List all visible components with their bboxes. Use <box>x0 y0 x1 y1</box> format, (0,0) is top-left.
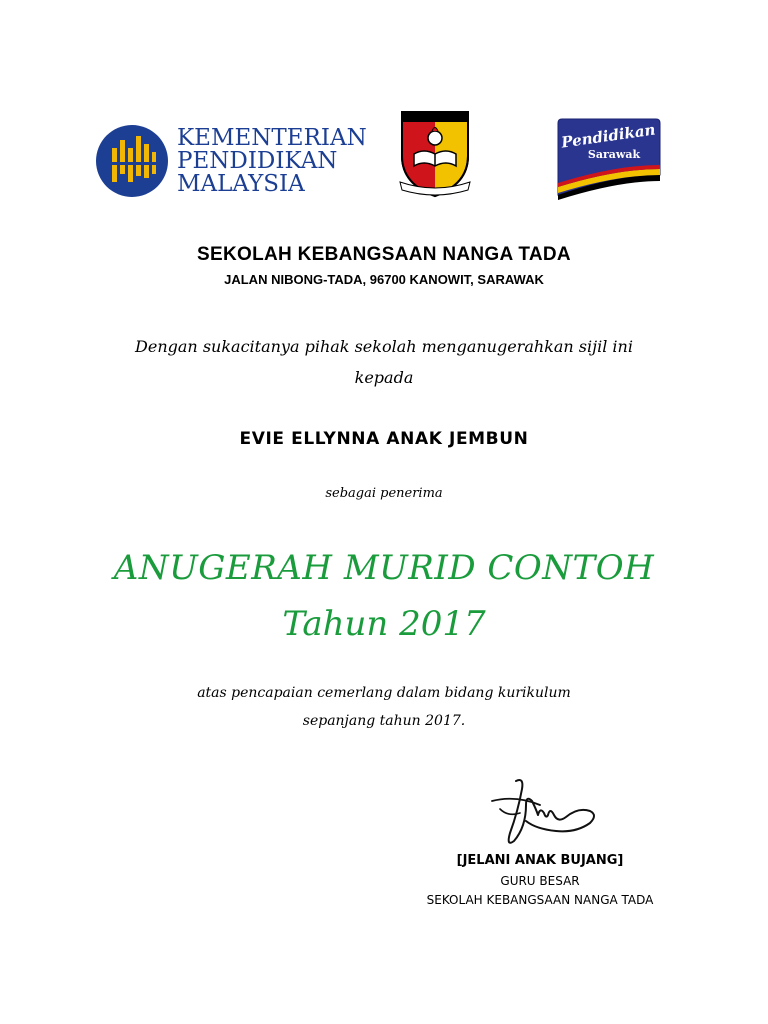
award-title: ANUGERAH MURID CONTOH <box>113 548 655 588</box>
ministry-emblem-icon <box>95 124 169 198</box>
as-recipient-text: sebagai penerima <box>325 486 443 501</box>
signatory-school: SEKOLAH KEBANGSAAN NANGA TADA <box>426 893 654 907</box>
ministry-logo-line2: PENDIDIKAN <box>177 148 338 174</box>
achievement-text-line1: atas pencapaian cemerlang dalam bidang kurikulum <box>197 685 571 701</box>
ministry-logo <box>95 122 367 200</box>
state-education-logo-icon <box>556 117 662 200</box>
school-name-heading: SEKOLAH KEBANGSAAN NANGA TADA <box>197 244 571 265</box>
recipient-name: EVIE ELLYNNA ANAK JEMBUN <box>239 429 529 449</box>
signatory-name: [JELANI ANAK BUJANG] <box>456 853 624 868</box>
award-year: Tahun 2017 <box>282 604 486 644</box>
handwritten-signature-icon <box>486 775 606 857</box>
ministry-logo-line1: KEMENTERIAN <box>177 125 367 151</box>
intro-text-line2: kepada <box>354 368 414 387</box>
school-address: JALAN NIBONG-TADA, 96700 KANOWIT, SARAWAK <box>224 272 544 287</box>
achievement-text-line2: sepanjang tahun 2017. <box>302 713 466 729</box>
svg-text:Pendidikan: Pendidikan <box>560 120 657 152</box>
svg-text:Sarawak: Sarawak <box>587 148 641 161</box>
school-crest-icon <box>396 104 474 198</box>
ministry-logo-line3: MALAYSIA <box>177 171 305 197</box>
signatory-role: GURU BESAR <box>500 874 580 888</box>
intro-text-line1: Dengan sukacitanya pihak sekolah menganugerahkan sijil ini <box>135 337 633 356</box>
